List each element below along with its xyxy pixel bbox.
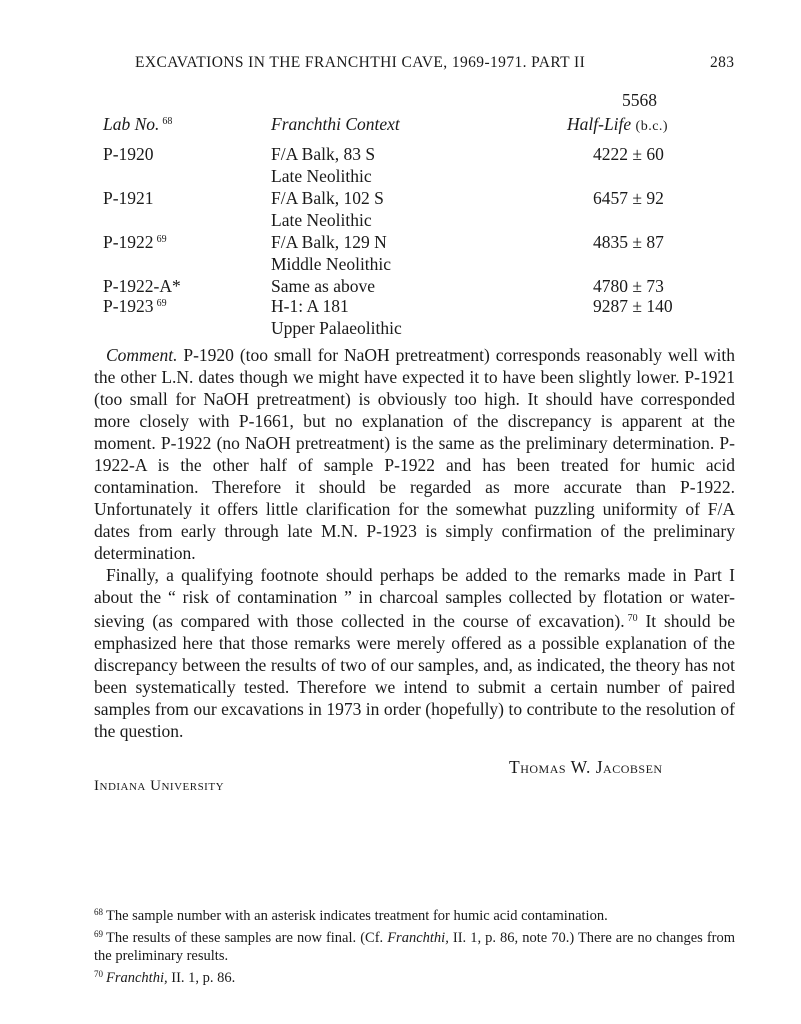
footnote-ref-68: 68	[162, 116, 173, 127]
table-row-context: F/A Balk, 102 S	[271, 188, 384, 208]
footnote-70-text: II. 1, p. 86.	[171, 970, 236, 986]
table-row-context-period: Middle Neolithic	[271, 254, 392, 274]
footnote-69-text-b: II. 1, p. 86, note 70.) There are no changes from the preliminary results.	[94, 930, 736, 964]
table-row-date: 6457 ± 92	[593, 188, 664, 208]
footnote-68-number: 68	[94, 907, 103, 917]
col-header-context: Franchthi Context	[271, 114, 400, 134]
footnote-68	[94, 903, 735, 925]
table-row-lab: P-1920	[103, 144, 154, 164]
footnote-69-text-a: The results of these samples are now final. (Cf.	[106, 930, 384, 946]
author-affiliation: Indiana University	[94, 778, 225, 794]
footnote-ref-69: 69	[156, 234, 167, 245]
footnote-70-italic: Franchthi,	[106, 970, 168, 986]
comment-text: P-1920 (too small for NaOH pretreatment) corresponds reasonably well with the other L.N. dates though we might have expected it to have been slightly lower. P-1921 (too small for NaOH pretreatment) is obviously too high. It should have corresponded more closely with P-1661, but no explanation of the discrepancy is apparent at the moment. P-1922 (no NaOH pretreatment) is the same as the preliminary determination. P-1922-A is the other half of sample P-1922 and has been treated for humic acid contamination. Therefore it should be regarded as more accurate than P-1922. Unfortunately it offers little clarification for the somewhat puzzling uniformity of F/A dates from early through late M.N. P-1923 is simply confirmation of the preliminary determination.	[94, 345, 736, 563]
footnote-69-number: 69	[94, 929, 103, 939]
table-row-lab	[103, 232, 167, 253]
comment-paragraph	[94, 344, 735, 564]
col-header-lab-no	[103, 114, 172, 135]
page-number: 283	[710, 54, 735, 71]
table-row-context: F/A Balk, 83 S	[271, 144, 376, 164]
table-row-lab: P-1921	[103, 188, 154, 208]
footnote-ref-70: 70	[627, 613, 638, 624]
table-row-lab-text: P-1922	[103, 232, 154, 252]
table-row-lab-text: P-1923	[103, 296, 154, 316]
running-head	[0, 54, 801, 76]
table-row-context-period: Late Neolithic	[271, 210, 372, 230]
finally-text-b: It should be emphasized here that those remarks were merely offered as a possible explanation of the discrepancy between the results of two of our samples, and, as indicated, the theory has not been systematically tested. Therefore we intend to submit a certain number of paired samples from our excavations in 1973 in order (hopefully) to contribute to the resolution of the question.	[94, 611, 735, 741]
table-row-date: 4222 ± 60	[593, 144, 664, 164]
footnote-70	[94, 965, 735, 987]
table-row-date: 4835 ± 87	[593, 232, 664, 252]
half-life-5568-label: 5568	[622, 90, 657, 110]
col-header-lab-no-text: Lab No.	[103, 114, 160, 134]
table-row-lab: P-1922-A*	[103, 276, 181, 296]
table-row-date: 4780 ± 73	[593, 276, 664, 296]
running-head-title: EXCAVATIONS IN THE FRANCHTHI CAVE, 1969-1971. PART II	[135, 54, 586, 71]
finally-paragraph	[94, 564, 735, 742]
table-row-context-period: Late Neolithic	[271, 166, 372, 186]
table-row-context-period: Upper Palaeolithic	[271, 318, 402, 338]
col-header-half-life-text: Half-Life	[567, 114, 632, 134]
table-row-context: H-1: A 181	[271, 296, 349, 316]
footnote-ref-69: 69	[156, 298, 167, 309]
table-row-date: 9287 ± 140	[593, 296, 673, 316]
table-row-context: Same as above	[271, 276, 375, 296]
col-header-half-life	[567, 114, 668, 135]
author-signature: Thomas W. Jacobsen	[509, 757, 663, 777]
table-row-context: F/A Balk, 129 N	[271, 232, 387, 252]
finally-text-a: Finally, a qualifying footnote should perhaps be added to the remarks made in Part I about the “ risk of contamination ” in charcoal samples collected by flotation or water-sieving (as compared with those collected in the course of excavation).	[94, 565, 735, 631]
col-header-half-life-unit: (b.c.)	[635, 119, 669, 134]
comment-label: Comment.	[106, 345, 178, 365]
table-row-lab	[103, 296, 167, 317]
footnote-69	[94, 925, 735, 965]
footnote-69-italic: Franchthi,	[387, 930, 449, 946]
footnote-70-number: 70	[94, 969, 103, 979]
footnote-68-text: The sample number with an asterisk indicates treatment for humic acid contamination.	[106, 908, 608, 924]
footnotes	[94, 903, 735, 987]
